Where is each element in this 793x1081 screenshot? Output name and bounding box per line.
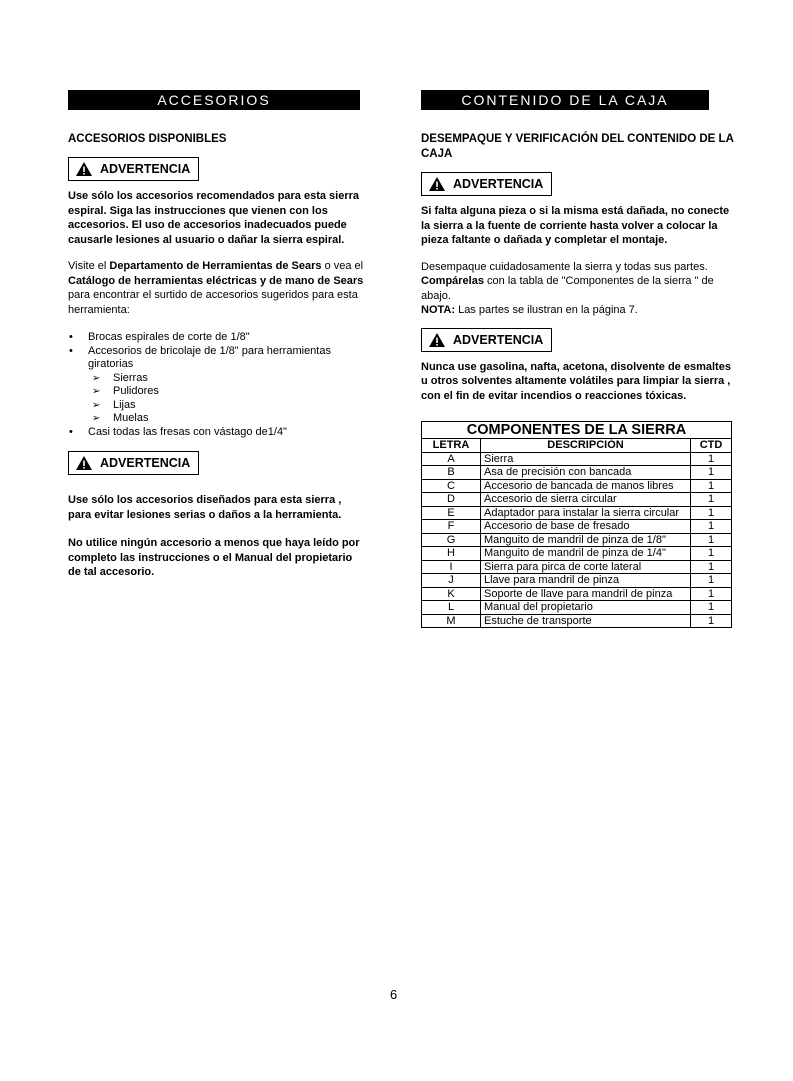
part-letter: K xyxy=(422,587,481,601)
compare-text: Compárelas xyxy=(421,275,484,287)
list-item: • Casi todas las fresas con vástago de1/4" xyxy=(68,426,364,440)
page-number: 6 xyxy=(390,987,398,1002)
accessories-warning-text: Use sólo los accesorios recomendados para esta sierra espiral. Siga las instrucciones que vienen con los accesorios. El uso de accesorios inadecuados puede causarle lesiones al usuario o dañar la sierra espiral. xyxy=(68,190,360,246)
part-letter: C xyxy=(422,479,481,493)
note-body: Las partes se ilustran en la página 7. xyxy=(455,304,638,316)
available-accessories-heading: ACCESORIOS DISPONIBLES xyxy=(68,133,227,145)
part-quantity: 1 xyxy=(691,479,732,493)
table-row xyxy=(422,614,732,628)
rotary-accessory-sublist xyxy=(88,372,364,426)
part-description: Sierra para pirca de corte lateral xyxy=(481,560,691,574)
part-letter: G xyxy=(422,533,481,547)
list-item xyxy=(68,345,364,426)
part-letter: L xyxy=(422,601,481,615)
sears-dept-text: Departamento de Herramientas de Sears xyxy=(109,260,322,272)
part-quantity: 1 xyxy=(691,587,732,601)
part-letter: M xyxy=(422,614,481,628)
table-title: COMPONENTES DE LA SIERRA xyxy=(422,422,732,439)
list-item: • Brocas espirales de corte de 1/8" xyxy=(68,331,364,345)
part-description: Asa de precisión con bancada xyxy=(481,466,691,480)
note-text xyxy=(421,303,739,318)
table-row xyxy=(422,466,732,480)
sears-catalog-text: Catálogo de herramientas eléctricas y de mano de Sears xyxy=(68,274,364,287)
table-row xyxy=(422,533,732,547)
part-description: Sierra xyxy=(481,452,691,466)
part-description: Manguito de mandril de pinza de 1/8" xyxy=(481,533,691,547)
components-table xyxy=(421,421,732,628)
part-letter: B xyxy=(422,466,481,480)
part-quantity: 1 xyxy=(691,520,732,534)
part-description: Accesorio de bancada de manos libres xyxy=(481,479,691,493)
unpack-heading: DESEMPAQUE Y VERIFICACIÓN DEL CONTENIDO DE LA CAJA xyxy=(421,133,734,160)
part-description: Accesorio de sierra circular xyxy=(481,493,691,507)
note-label: NOTA: xyxy=(421,304,456,316)
section-band-contenido: CONTENIDO DE LA CAJA xyxy=(421,90,709,110)
warning-box-3 xyxy=(421,172,552,196)
warning-label: ADVERTENCIA xyxy=(100,162,191,176)
warning-label: ADVERTENCIA xyxy=(100,456,191,470)
warning-triangle-icon xyxy=(428,332,446,348)
part-description: Llave para mandril de pinza xyxy=(481,574,691,588)
part-quantity: 1 xyxy=(691,560,732,574)
visit-text-3: para encontrar el surtido de accesorios sugeridos para esta herramienta: xyxy=(68,289,358,316)
sub-list-item: ➢ Muelas xyxy=(92,412,364,426)
part-quantity: 1 xyxy=(691,547,732,561)
unpack-text-1: Desempaque cuidadosamente la sierra y todas sus partes. xyxy=(421,260,708,273)
table-row xyxy=(422,452,732,466)
part-letter: D xyxy=(422,493,481,507)
accessories-column xyxy=(68,90,364,580)
part-letter: H xyxy=(422,547,481,561)
visit-text-2: o vea el xyxy=(321,260,364,272)
part-letter: A xyxy=(422,452,481,466)
part-quantity: 1 xyxy=(691,574,732,588)
part-letter: E xyxy=(422,506,481,520)
table-row xyxy=(422,506,732,520)
sears-visit-text xyxy=(68,259,364,317)
table-row xyxy=(422,601,732,615)
part-description: Estuche de transporte xyxy=(481,614,691,628)
table-row xyxy=(422,547,732,561)
accessory-list xyxy=(68,331,364,439)
unpack-instructions xyxy=(421,260,739,304)
column-header-ctd: CTD xyxy=(691,439,732,453)
sub-list-item: ➢ Pulidores xyxy=(92,385,364,399)
section-band-accesorios: ACCESORIOS xyxy=(68,90,360,110)
sub-list-item: ➢ Lijas xyxy=(92,399,364,413)
warning-box-4 xyxy=(421,328,552,352)
part-letter: F xyxy=(422,520,481,534)
part-quantity: 1 xyxy=(691,614,732,628)
warning-box-1 xyxy=(68,157,199,181)
part-letter: J xyxy=(422,574,481,588)
part-description: Soporte de llave para mandril de pinza xyxy=(481,587,691,601)
table-row xyxy=(422,587,732,601)
part-quantity: 1 xyxy=(691,466,732,480)
part-description: Manual del propietario xyxy=(481,601,691,615)
table-row xyxy=(422,560,732,574)
missing-parts-warning: Si falta alguna pieza o si la misma está dañada, no conecte la sierra a la fuente de corriente hasta volver a colocar la pieza faltante o dañada y completar el montaje. xyxy=(421,205,730,246)
warning-box-2 xyxy=(68,451,199,475)
part-letter: I xyxy=(422,560,481,574)
warning-triangle-icon xyxy=(428,176,446,192)
part-quantity: 1 xyxy=(691,601,732,615)
part-description: Manguito de mandril de pinza de 1/4" xyxy=(481,547,691,561)
warning-label: ADVERTENCIA xyxy=(453,177,544,191)
warning-triangle-icon xyxy=(75,455,93,471)
warning-triangle-icon xyxy=(75,161,93,177)
unpack-text-2: con la tabla de "Componentes de la sierra " de abajo. xyxy=(421,275,714,302)
list-item-text: Accesorios de bricolaje de 1/8" para herramientas giratorias xyxy=(88,344,331,370)
part-quantity: 1 xyxy=(691,533,732,547)
sub-list-item: ➢ Sierras xyxy=(92,372,364,386)
warning-label: ADVERTENCIA xyxy=(453,332,544,347)
table-row xyxy=(422,479,732,493)
column-header-descripcion: DESCRIPCIÓN xyxy=(481,439,691,453)
designed-accessories-warning: Use sólo los accesorios diseñados para esta sierra , para evitar lesiones serias o daños a la herramienta. xyxy=(68,494,342,521)
part-description: Accesorio de base de fresado xyxy=(481,520,691,534)
table-row xyxy=(422,574,732,588)
solvents-warning: Nunca use gasolina, nafta, acetona, disolvente de esmaltes u otros solventes altamente volátiles para limpiar la sierra , con el fin de evitar incendios o reacciones tóxicas. xyxy=(421,360,731,402)
table-row xyxy=(422,520,732,534)
visit-text-1: Visite el xyxy=(68,260,110,272)
column-header-letra: LETRA xyxy=(422,439,481,453)
part-quantity: 1 xyxy=(691,452,732,466)
box-contents-column xyxy=(421,90,739,628)
read-instructions-warning: No utilice ningún accesorio a menos que haya leído por completo las instrucciones o el Manual del propietario de tal accesorio. xyxy=(68,537,360,578)
part-description: Adaptador para instalar la sierra circular xyxy=(481,506,691,520)
table-row xyxy=(422,493,732,507)
components-table-body xyxy=(422,452,732,628)
part-quantity: 1 xyxy=(691,506,732,520)
part-quantity: 1 xyxy=(691,493,732,507)
